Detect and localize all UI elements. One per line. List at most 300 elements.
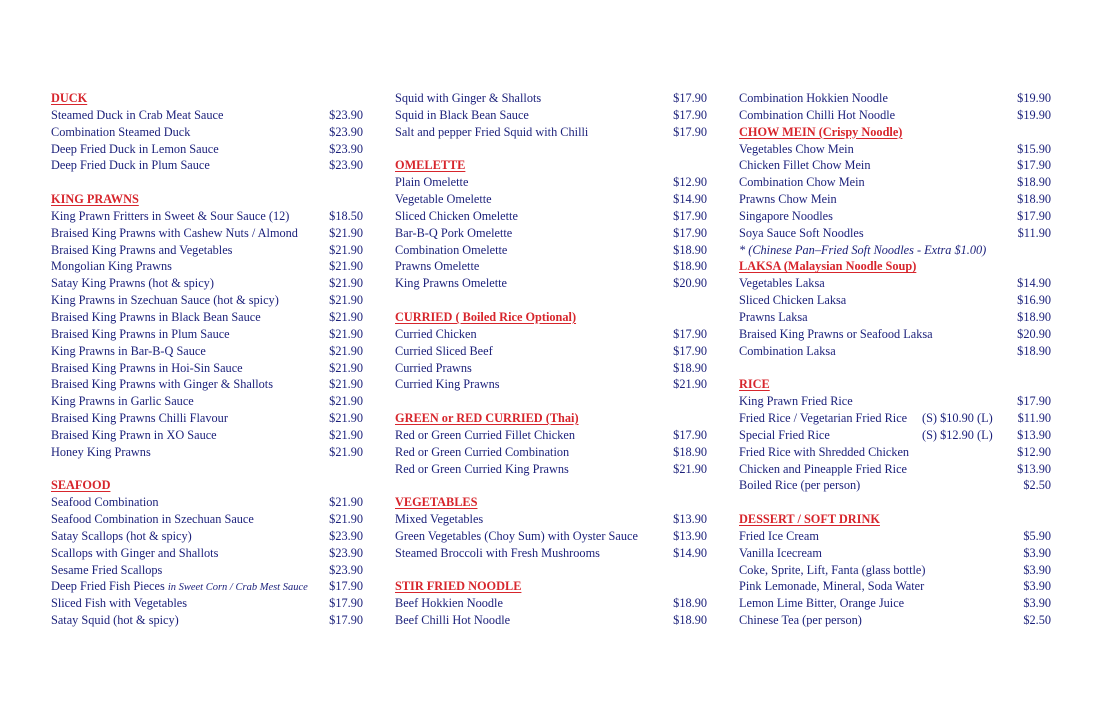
section-heading <box>395 494 707 511</box>
item-name-text: Curried King Prawns <box>395 377 500 392</box>
item-name-text: Honey King Prawns <box>51 444 151 459</box>
item-price: $21.90 <box>329 512 363 527</box>
item-name-text: Vegetable Omelette <box>395 192 492 207</box>
item-price: $18.90 <box>673 444 707 459</box>
menu-item <box>739 107 1051 124</box>
item-name <box>51 258 172 275</box>
menu-item <box>51 595 363 612</box>
item-name <box>395 326 477 343</box>
item-price: $16.90 <box>1017 293 1051 308</box>
item-name <box>739 461 907 478</box>
item-name <box>395 90 541 107</box>
item-name-text: Sliced Chicken Laksa <box>739 293 847 308</box>
item-name-text: Chinese Tea (per person) <box>739 613 862 628</box>
menu-item <box>395 191 707 208</box>
item-price: $21.90 <box>329 411 363 426</box>
item-name <box>395 376 500 393</box>
item-name <box>395 174 468 191</box>
menu-item <box>51 444 363 461</box>
item-name <box>51 410 228 427</box>
item-name-text: Combination Omelette <box>395 242 508 257</box>
item-name <box>51 343 206 360</box>
item-name-text: STIR FRIED NOODLE <box>395 579 522 594</box>
menu-item <box>739 326 1051 343</box>
menu-item <box>51 612 363 629</box>
item-name-text: Braised King Prawns or Seafood Laksa <box>739 326 933 341</box>
item-price: $21.90 <box>329 259 363 274</box>
menu-item <box>395 612 707 629</box>
section-title <box>51 90 87 107</box>
item-price: $11.90 <box>1017 411 1051 426</box>
menu-item <box>51 578 363 595</box>
item-name <box>739 191 837 208</box>
item-price: $3.90 <box>1023 596 1051 611</box>
item-name-text: CURRIED ( Boiled Rice Optional) <box>395 309 577 324</box>
item-name-text: Red or Green Curried Combination <box>395 444 570 459</box>
menu-item <box>395 461 707 478</box>
item-name <box>739 107 895 124</box>
item-name-text: Boiled Rice (per person) <box>739 478 861 493</box>
spacer <box>51 461 363 478</box>
item-name-text: Soya Sauce Soft Noodles <box>739 225 864 240</box>
menu-item <box>739 393 1051 410</box>
menu-item <box>51 141 363 158</box>
menu-item <box>395 427 707 444</box>
menu-item <box>51 511 363 528</box>
item-name <box>51 376 273 393</box>
menu-item <box>739 578 1051 595</box>
item-name <box>739 309 808 326</box>
item-name-text: Prawns Chow Mein <box>739 192 837 207</box>
item-name-text: Combination Chilli Hot Noodle <box>739 107 896 122</box>
item-name <box>395 461 569 478</box>
item-price: $17.90 <box>673 107 707 122</box>
item-price: $13.90 <box>673 512 707 527</box>
section-title <box>395 578 521 595</box>
item-name-text: Singapore Noodles <box>739 208 833 223</box>
item-name <box>51 528 192 545</box>
item-price: $13.90 <box>673 528 707 543</box>
menu-item <box>51 326 363 343</box>
menu-item <box>51 562 363 579</box>
item-name <box>739 242 986 259</box>
menu-item <box>395 444 707 461</box>
item-name-text: Steamed Broccoli with Fresh Mushrooms <box>395 545 600 560</box>
menu-item <box>739 461 1051 478</box>
menu-item <box>51 107 363 124</box>
item-price: $21.90 <box>329 326 363 341</box>
item-name-text: Braised King Prawns Chilli Flavour <box>51 411 228 426</box>
item-name-text: Vegetables Chow Mein <box>739 141 854 156</box>
item-name-text: Braised King Prawns in Black Bean Sauce <box>51 309 261 324</box>
menu-item <box>395 360 707 377</box>
section-heading <box>739 258 1051 275</box>
item-price: $12.90 <box>1017 444 1051 459</box>
item-name <box>739 444 909 461</box>
item-name-text: Red or Green Curried Fillet Chicken <box>395 427 575 442</box>
menu-item <box>395 225 707 242</box>
item-price: $18.90 <box>673 596 707 611</box>
item-name-text: Chicken Fillet Chow Mein <box>739 158 871 173</box>
spacer <box>395 393 707 410</box>
item-price: $3.90 <box>1023 562 1051 577</box>
menu-item <box>51 242 363 259</box>
item-name <box>51 225 298 242</box>
item-name-text: King Prawns in Bar-B-Q Sauce <box>51 343 206 358</box>
item-name-text: Curried Prawns <box>395 360 472 375</box>
item-price: $14.90 <box>1017 276 1051 291</box>
spacer <box>739 360 1051 377</box>
item-price: $2.50 <box>1023 478 1051 493</box>
section-title <box>395 157 465 174</box>
item-price: $21.90 <box>673 377 707 392</box>
item-name-text: Special Fried Rice <box>739 427 830 442</box>
menu-item <box>739 90 1051 107</box>
item-price: $23.90 <box>329 158 363 173</box>
item-name-text: Braised King Prawns and Vegetables <box>51 242 233 257</box>
item-price: $17.90 <box>673 427 707 442</box>
item-price: $21.90 <box>329 444 363 459</box>
item-name <box>51 612 179 629</box>
item-name <box>739 427 830 444</box>
item-name <box>739 225 864 242</box>
item-price: $15.90 <box>1017 141 1051 156</box>
item-name <box>395 225 512 242</box>
item-name <box>395 427 575 444</box>
item-name <box>51 208 289 225</box>
item-price: $18.90 <box>673 259 707 274</box>
item-name-text: Red or Green Curried King Prawns <box>395 461 569 476</box>
item-name-text: Seafood Combination <box>51 495 159 510</box>
item-name <box>51 360 243 377</box>
item-name-text: Combination Chow Mein <box>739 175 865 190</box>
menu-item <box>395 511 707 528</box>
item-name-text: Curried Chicken <box>395 326 477 341</box>
item-price: $23.90 <box>329 562 363 577</box>
item-name-text: LAKSA (Malaysian Noodle Soup) <box>739 259 917 274</box>
item-name-text: Steamed Duck in Crab Meat Sauce <box>51 107 224 122</box>
item-name <box>395 208 518 225</box>
item-price: $18.90 <box>1017 175 1051 190</box>
menu-column-1 <box>51 90 363 629</box>
item-name <box>395 124 588 141</box>
item-price: $20.90 <box>1017 326 1051 341</box>
item-name <box>51 444 151 461</box>
section-heading <box>395 578 707 595</box>
section-heading <box>739 124 1051 141</box>
item-name-text: Braised King Prawn in XO Sauce <box>51 427 217 442</box>
item-name-text: Sliced Fish with Vegetables <box>51 596 188 611</box>
item-name-text: Deep Fried Duck in Plum Sauce <box>51 158 210 173</box>
menu-item <box>739 208 1051 225</box>
item-name-text: Braised King Prawns in Plum Sauce <box>51 326 230 341</box>
menu-item <box>395 258 707 275</box>
menu-item <box>739 410 1051 427</box>
menu-column-3 <box>739 90 1051 629</box>
item-name-text: Combination Hokkien Noodle <box>739 91 888 105</box>
item-name <box>739 410 907 427</box>
item-name-text: Combination Steamed Duck <box>51 124 191 139</box>
section-heading <box>739 511 1051 528</box>
item-name-text: King Prawns Omelette <box>395 276 508 291</box>
item-name-text: DESSERT / SOFT DRINK <box>739 512 880 527</box>
item-name <box>51 427 217 444</box>
menu-item <box>51 157 363 174</box>
item-name-text: Braised King Prawns in Hoi-Sin Sauce <box>51 360 243 375</box>
menu-item <box>395 275 707 292</box>
item-price: $21.90 <box>329 276 363 291</box>
item-name-text: Prawns Omelette <box>395 259 480 274</box>
menu-item <box>51 410 363 427</box>
menu-item <box>739 562 1051 579</box>
item-name <box>739 90 888 107</box>
item-price: $17.90 <box>329 613 363 628</box>
item-name-text: Seafood Combination in Szechuan Sauce <box>51 512 254 527</box>
item-price: $18.90 <box>673 360 707 375</box>
item-name-text: SEAFOOD <box>51 478 111 493</box>
menu-item <box>739 545 1051 562</box>
item-name-text: Curried Sliced Beef <box>395 343 493 358</box>
item-name-text: Satay Squid (hot & spicy) <box>51 613 179 628</box>
menu-item <box>51 309 363 326</box>
item-name-text: VEGETABLES <box>395 495 478 510</box>
item-price: $21.90 <box>329 377 363 392</box>
item-price: $17.90 <box>673 124 707 139</box>
item-name <box>51 595 187 612</box>
item-price: $17.90 <box>1017 158 1051 173</box>
item-name-text: Fried Rice / Vegetarian Fried Rice <box>739 411 908 426</box>
item-name <box>395 343 493 360</box>
item-name-text: Satay King Prawns (hot & spicy) <box>51 276 214 291</box>
item-price: $23.90 <box>329 545 363 560</box>
item-name-text: Fried Ice Cream <box>739 528 819 543</box>
item-name <box>739 157 871 174</box>
item-name <box>51 157 210 174</box>
item-price: $18.90 <box>1017 343 1051 358</box>
item-price: $14.90 <box>673 545 707 560</box>
item-name-text: Vegetables Laksa <box>739 276 825 291</box>
item-name <box>395 242 507 259</box>
item-price: $17.90 <box>1017 208 1051 223</box>
menu-item <box>739 174 1051 191</box>
item-name <box>51 292 279 309</box>
item-name <box>51 393 194 410</box>
item-name-text: RICE <box>739 377 770 392</box>
menu-item <box>395 242 707 259</box>
item-name-text: King Prawns in Szechuan Sauce (hot & spicy) <box>51 293 279 308</box>
section-title <box>739 124 902 141</box>
menu-item <box>51 258 363 275</box>
item-name <box>739 343 836 360</box>
item-name-text: Sesame Fried Scallops <box>51 562 163 577</box>
item-name-text: King Prawn Fried Rice <box>739 394 853 409</box>
section-title <box>395 494 477 511</box>
item-price: $23.90 <box>329 124 363 139</box>
menu-item <box>395 174 707 191</box>
item-name-text: CHOW MEIN (Crispy Noodle) <box>739 124 903 139</box>
item-name-text: OMELETTE <box>395 158 466 173</box>
item-price: $11.90 <box>1017 225 1051 240</box>
item-name-text: Mixed Vegetables <box>395 512 484 527</box>
section-heading <box>739 376 1051 393</box>
item-name-text: Sliced Chicken Omelette <box>395 208 518 223</box>
item-price: $14.90 <box>673 192 707 207</box>
section-heading <box>51 191 363 208</box>
item-name <box>739 393 853 410</box>
item-name <box>739 545 822 562</box>
spacer <box>395 562 707 579</box>
item-name <box>395 511 483 528</box>
menu-item <box>739 595 1051 612</box>
item-name <box>739 477 860 494</box>
menu-item <box>395 208 707 225</box>
size-option: (S) $12.90 (L) <box>922 427 993 442</box>
menu-note <box>739 242 1051 259</box>
menu-item <box>739 477 1051 494</box>
item-name-text: Braised King Prawns with Cashew Nuts / Almond <box>51 225 298 240</box>
item-name-text: Braised King Prawns with Ginger & Shallots <box>51 377 274 392</box>
item-name-text: Beef Hokkien Noodle <box>395 596 503 611</box>
item-name <box>51 107 223 124</box>
item-name <box>51 275 214 292</box>
item-name-text: King Prawns in Garlic Sauce <box>51 394 194 409</box>
item-name <box>395 107 529 124</box>
item-name <box>739 612 862 629</box>
item-name-text: GREEN or RED CURRIED (Thai) <box>395 411 579 426</box>
menu-item <box>395 376 707 393</box>
item-price: $3.90 <box>1023 545 1051 560</box>
menu-item <box>51 494 363 511</box>
item-name <box>739 292 846 309</box>
item-name-text: Bar-B-Q Pork Omelette <box>395 225 513 240</box>
item-price: $13.90 <box>1017 461 1051 476</box>
menu-item <box>739 275 1051 292</box>
item-price: $19.90 <box>1017 91 1051 105</box>
section-title <box>51 477 110 494</box>
size-option: (S) $10.90 (L) <box>922 411 993 426</box>
item-price: $21.90 <box>673 461 707 476</box>
menu-item <box>739 612 1051 629</box>
item-price: $17.90 <box>673 91 707 105</box>
item-name-text: Plain Omelette <box>395 175 469 190</box>
item-name <box>739 174 865 191</box>
section-heading <box>51 477 363 494</box>
item-price: $23.90 <box>329 141 363 156</box>
menu-item <box>739 528 1051 545</box>
section-heading <box>395 309 707 326</box>
item-price: $21.90 <box>329 360 363 375</box>
spacer <box>51 174 363 191</box>
item-name <box>395 258 479 275</box>
item-name-text: Deep Fried Fish Pieces <box>51 579 165 594</box>
menu-item <box>739 141 1051 158</box>
menu-item <box>739 427 1051 444</box>
item-name-text: Scallops with Ginger and Shallots <box>51 545 219 560</box>
item-name-text: King Prawn Fritters in Sweet & Sour Sauce (12) <box>51 208 290 223</box>
item-name-text: Prawns Laksa <box>739 309 808 324</box>
item-name <box>51 309 261 326</box>
item-price: $2.50 <box>1023 613 1051 628</box>
menu-item <box>51 427 363 444</box>
item-price: $21.90 <box>329 427 363 442</box>
item-price: $21.90 <box>329 225 363 240</box>
menu-item <box>739 225 1051 242</box>
section-title <box>395 309 576 326</box>
item-price: $5.90 <box>1023 528 1051 543</box>
item-name <box>739 275 825 292</box>
section-heading <box>51 90 363 107</box>
item-name-text: Fried Rice with Shredded Chicken <box>739 444 910 459</box>
item-name <box>739 562 925 579</box>
menu-column-2 <box>395 90 707 629</box>
item-name-text: Coke, Sprite, Lift, Fanta (glass bottle) <box>739 562 926 577</box>
item-price: $17.90 <box>673 326 707 341</box>
menu-item <box>51 393 363 410</box>
item-name <box>395 595 503 612</box>
spacer <box>395 292 707 309</box>
item-name <box>395 191 492 208</box>
item-price: $20.90 <box>673 276 707 291</box>
item-name <box>395 444 569 461</box>
section-title <box>739 376 770 393</box>
item-name <box>395 528 638 545</box>
item-name-text: Green Vegetables (Choy Sum) with Oyster Sauce <box>395 528 638 543</box>
item-price: $17.90 <box>673 208 707 223</box>
menu-item <box>395 595 707 612</box>
menu-item <box>51 124 363 141</box>
item-price: $18.90 <box>673 613 707 628</box>
item-name <box>739 326 933 343</box>
item-name-text: Lemon Lime Bitter, Orange Juice <box>739 596 905 611</box>
item-price: $18.90 <box>1017 309 1051 324</box>
item-price: $17.90 <box>329 596 363 611</box>
item-name-text: Squid in Black Bean Sauce <box>395 107 529 122</box>
menu-item <box>51 225 363 242</box>
item-name <box>395 545 600 562</box>
item-price: $23.90 <box>329 528 363 543</box>
item-name <box>51 326 230 343</box>
item-name-text: Chicken and Pineapple Fried Rice <box>739 461 908 476</box>
menu-item <box>739 309 1051 326</box>
spacer <box>739 494 1051 511</box>
section-title <box>51 191 139 208</box>
spacer <box>395 141 707 158</box>
menu-item <box>51 275 363 292</box>
item-name-text: * (Chinese Pan–Fried Soft Noodles - Extra $1.00) <box>739 242 987 257</box>
menu-item <box>51 292 363 309</box>
menu-item <box>739 444 1051 461</box>
item-price: $17.90 <box>673 225 707 240</box>
menu-item <box>51 343 363 360</box>
item-price: $21.90 <box>329 394 363 409</box>
section-heading <box>395 157 707 174</box>
item-price: $17.90 <box>673 343 707 358</box>
item-name <box>739 528 819 545</box>
menu-item <box>395 528 707 545</box>
menu-item <box>51 545 363 562</box>
item-price: $17.90 <box>1017 394 1051 409</box>
item-name-text: Combination Laksa <box>739 343 836 358</box>
item-name-text: Salt and pepper Fried Squid with Chilli <box>395 124 589 139</box>
menu-item <box>395 545 707 562</box>
menu-item <box>395 343 707 360</box>
menu-item <box>51 208 363 225</box>
menu-item <box>51 360 363 377</box>
item-name <box>51 124 190 141</box>
item-name-text: Pink Lemonade, Mineral, Soda Water <box>739 579 925 594</box>
item-price: $17.90 <box>329 579 363 594</box>
item-price: $19.90 <box>1017 107 1051 122</box>
